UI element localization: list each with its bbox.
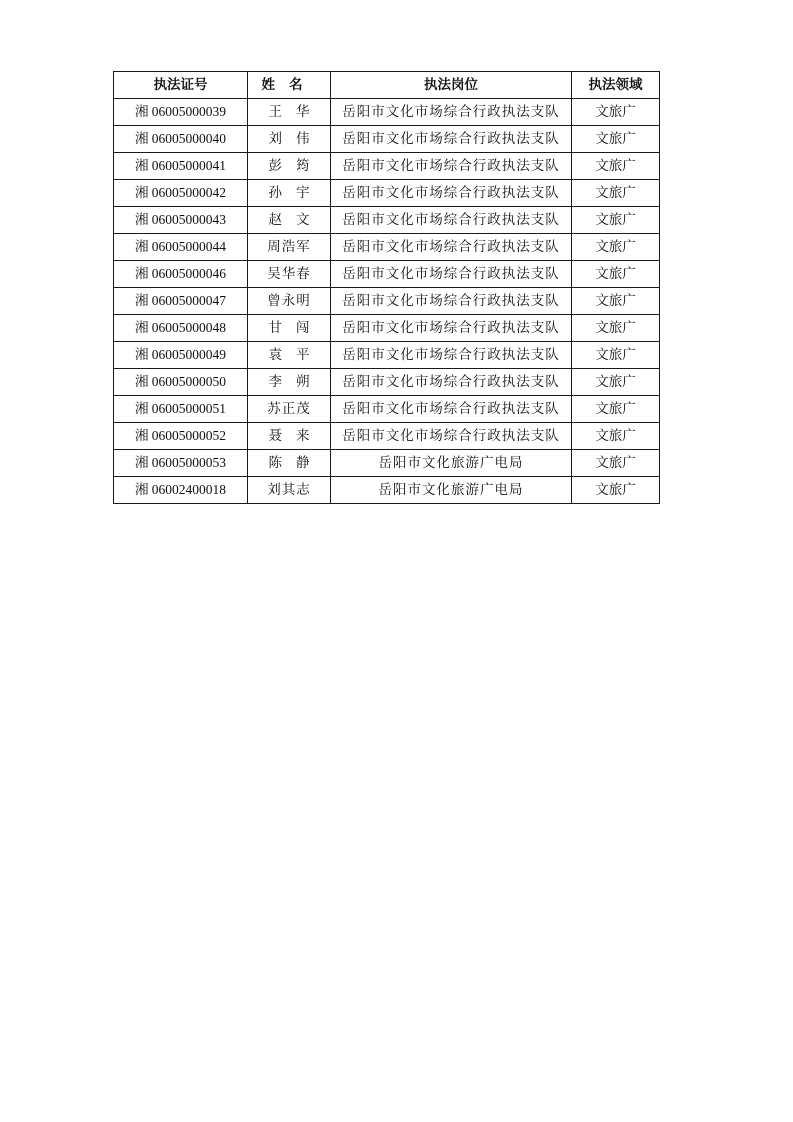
name-cell: 苏正茂 bbox=[248, 396, 331, 423]
post-cell: 岳阳市文化市场综合行政执法支队 bbox=[331, 315, 572, 342]
post-cell: 岳阳市文化市场综合行政执法支队 bbox=[331, 180, 572, 207]
table-row bbox=[114, 234, 660, 261]
table-body bbox=[114, 99, 660, 504]
cert-number-cell: 湘 06005000048 bbox=[114, 315, 248, 342]
cert-number-cell: 湘 06005000049 bbox=[114, 342, 248, 369]
post-cell: 岳阳市文化市场综合行政执法支队 bbox=[331, 288, 572, 315]
table-row bbox=[114, 423, 660, 450]
table-row bbox=[114, 207, 660, 234]
field-cell: 文旅广 bbox=[572, 423, 660, 450]
table-header-row bbox=[114, 72, 660, 99]
post-cell: 岳阳市文化市场综合行政执法支队 bbox=[331, 234, 572, 261]
table-row bbox=[114, 180, 660, 207]
field-cell: 文旅广 bbox=[572, 342, 660, 369]
name-cell: 袁平 bbox=[248, 342, 331, 369]
cert-number-cell: 湘 06005000039 bbox=[114, 99, 248, 126]
name-cell: 王华 bbox=[248, 99, 331, 126]
name-cell: 李朔 bbox=[248, 369, 331, 396]
cert-number-cell: 湘 06005000044 bbox=[114, 234, 248, 261]
field-cell: 文旅广 bbox=[572, 126, 660, 153]
cert-number-cell: 湘 06005000043 bbox=[114, 207, 248, 234]
field-cell: 文旅广 bbox=[572, 207, 660, 234]
cert-number-cell: 湘 06005000050 bbox=[114, 369, 248, 396]
header-cert-number: 执法证号 bbox=[114, 72, 248, 99]
cert-number-cell: 湘 06005000052 bbox=[114, 423, 248, 450]
field-cell: 文旅广 bbox=[572, 153, 660, 180]
cert-number-cell: 湘 06005000046 bbox=[114, 261, 248, 288]
name-cell: 聂来 bbox=[248, 423, 331, 450]
table-row bbox=[114, 99, 660, 126]
header-name: 姓名 bbox=[248, 72, 331, 99]
field-cell: 文旅广 bbox=[572, 477, 660, 504]
table-row bbox=[114, 369, 660, 396]
table-row bbox=[114, 126, 660, 153]
field-cell: 文旅广 bbox=[572, 261, 660, 288]
table-row bbox=[114, 342, 660, 369]
post-cell: 岳阳市文化市场综合行政执法支队 bbox=[331, 423, 572, 450]
post-cell: 岳阳市文化市场综合行政执法支队 bbox=[331, 342, 572, 369]
table-row bbox=[114, 261, 660, 288]
header-post: 执法岗位 bbox=[331, 72, 572, 99]
field-cell: 文旅广 bbox=[572, 315, 660, 342]
post-cell: 岳阳市文化市场综合行政执法支队 bbox=[331, 153, 572, 180]
table-row bbox=[114, 450, 660, 477]
cert-number-cell: 湘 06005000041 bbox=[114, 153, 248, 180]
field-cell: 文旅广 bbox=[572, 450, 660, 477]
cert-number-cell: 湘 06005000051 bbox=[114, 396, 248, 423]
name-cell: 周浩军 bbox=[248, 234, 331, 261]
table-row bbox=[114, 153, 660, 180]
post-cell: 岳阳市文化市场综合行政执法支队 bbox=[331, 126, 572, 153]
post-cell: 岳阳市文化市场综合行政执法支队 bbox=[331, 369, 572, 396]
name-cell: 陈静 bbox=[248, 450, 331, 477]
name-cell: 孙宇 bbox=[248, 180, 331, 207]
post-cell: 岳阳市文化市场综合行政执法支队 bbox=[331, 396, 572, 423]
table-row bbox=[114, 288, 660, 315]
post-cell: 岳阳市文化旅游广电局 bbox=[331, 450, 572, 477]
post-cell: 岳阳市文化旅游广电局 bbox=[331, 477, 572, 504]
name-cell: 曾永明 bbox=[248, 288, 331, 315]
name-cell: 刘伟 bbox=[248, 126, 331, 153]
table-row bbox=[114, 477, 660, 504]
field-cell: 文旅广 bbox=[572, 234, 660, 261]
table-row bbox=[114, 315, 660, 342]
field-cell: 文旅广 bbox=[572, 180, 660, 207]
field-cell: 文旅广 bbox=[572, 396, 660, 423]
field-cell: 文旅广 bbox=[572, 99, 660, 126]
name-cell: 赵文 bbox=[248, 207, 331, 234]
enforcement-officer-table bbox=[113, 71, 660, 504]
cert-number-cell: 湘 06005000047 bbox=[114, 288, 248, 315]
header-field: 执法领域 bbox=[572, 72, 660, 99]
post-cell: 岳阳市文化市场综合行政执法支队 bbox=[331, 261, 572, 288]
cert-number-cell: 湘 06005000042 bbox=[114, 180, 248, 207]
cert-number-cell: 湘 06005000040 bbox=[114, 126, 248, 153]
name-cell: 吴华春 bbox=[248, 261, 331, 288]
name-cell: 甘闯 bbox=[248, 315, 331, 342]
post-cell: 岳阳市文化市场综合行政执法支队 bbox=[331, 99, 572, 126]
field-cell: 文旅广 bbox=[572, 288, 660, 315]
name-cell: 刘其志 bbox=[248, 477, 331, 504]
name-cell: 彭筠 bbox=[248, 153, 331, 180]
cert-number-cell: 湘 06002400018 bbox=[114, 477, 248, 504]
field-cell: 文旅广 bbox=[572, 369, 660, 396]
cert-number-cell: 湘 06005000053 bbox=[114, 450, 248, 477]
table-row bbox=[114, 396, 660, 423]
post-cell: 岳阳市文化市场综合行政执法支队 bbox=[331, 207, 572, 234]
